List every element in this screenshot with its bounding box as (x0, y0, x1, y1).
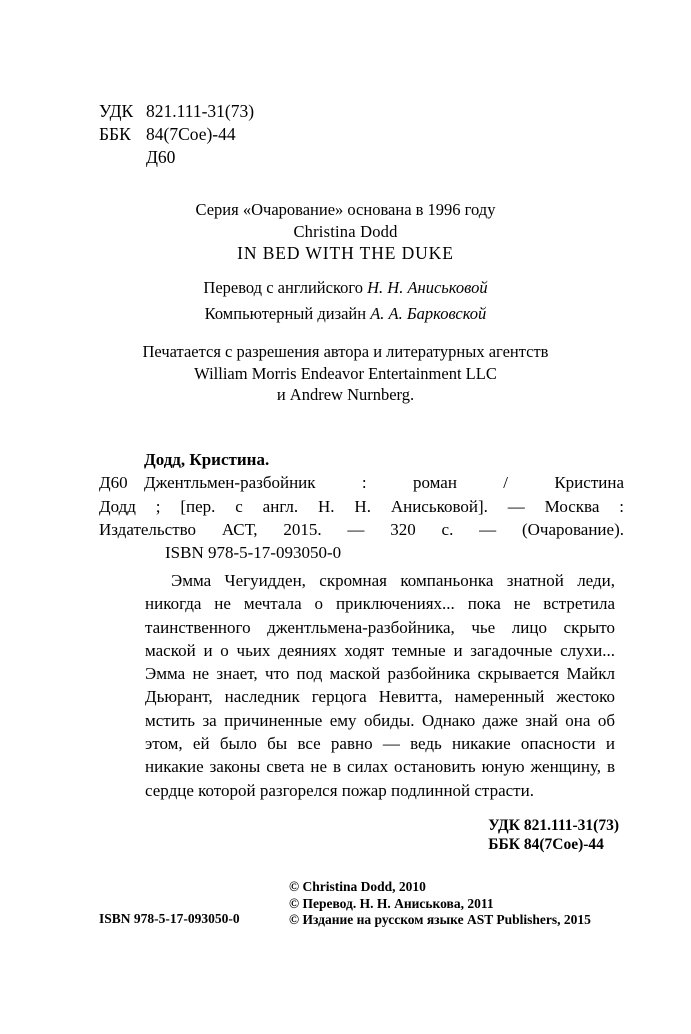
permissions-line-1: Печатается с разрешения автора и литературных агентств (142, 342, 549, 361)
udk-row (99, 100, 254, 123)
translator-name: Н. Н. Аниськовой (367, 278, 488, 297)
translation-prefix: Перевод с английского (203, 278, 368, 297)
udk-value: 821.111-31(73) (146, 101, 255, 121)
footer-rows (99, 879, 616, 929)
credits-block (0, 275, 691, 327)
bbk-repeat: ББК 84(7Сое)-44 (488, 835, 604, 853)
designer-name: А. А. Барковской (370, 304, 487, 323)
biblio-isbn: ISBN 978-5-17-093050-0 (165, 543, 342, 563)
classification-block (99, 100, 254, 169)
copyright-line-1: © Christina Dodd, 2010 (289, 879, 426, 894)
copyright-line-2: © Перевод. Н. Н. Аниськова, 2011 (289, 895, 494, 911)
bbk-row (99, 123, 254, 146)
copyright-lines (289, 879, 616, 929)
biblio-author-heading: Додд, Кристина. (144, 450, 270, 469)
copyright-line-3: © Издание на русском языке AST Publishers, 2015 (289, 912, 591, 927)
biblio-description (99, 471, 624, 541)
biblio-description-line-3: Издательство АСТ, 2015. — 320 с. — (Очарование). (99, 519, 624, 539)
biblio-description-line-2: Додд ; [пер. с англ. Н. Н. Аниськовой]. — Москва : (99, 496, 624, 516)
classification-repeat-block (488, 817, 619, 854)
udk-label: УДК (99, 101, 134, 121)
author-sigil: Д60 (146, 147, 176, 167)
design-credit (0, 301, 691, 327)
permissions-line-3: и Andrew Nurnberg. (276, 385, 415, 404)
bbk-value: 84(7Сое)-44 (146, 124, 236, 144)
bibliographic-record (99, 448, 624, 564)
biblio-description-line-1: Джентльмен-разбойник : роман / Кристина (144, 473, 624, 493)
author-sigil-row (99, 146, 254, 169)
permissions-block (0, 341, 691, 406)
footer-block (99, 879, 616, 929)
bbk-label: ББК (99, 124, 131, 144)
footer-isbn: ISBN 978-5-17-093050-0 (99, 911, 240, 926)
design-prefix: Компьютерный дизайн (204, 304, 371, 323)
series-line: Серия «Очарование» основана в 1996 году (195, 200, 496, 219)
biblio-sigil: Д60 (99, 473, 128, 493)
permissions-line-2: William Morris Endeavor Entertainment LLC (194, 363, 497, 383)
original-author: Christina Dodd (293, 221, 398, 241)
annotation-text: Эмма Чегуидден, скромная компаньонка знатной леди, никогда не мечтала о приключениях... пока не встретила таинственного джентльмена-разбойника, чье лицо скрыто маской и о чьих деяниях ходят темные и загадочные слухи... Эмма не знает, что под маской разбойника скрывается Майкл Дьюрант, наследник герцога Невитта, намеренный жестоко мстить за причиненные ему обиды. Однако даже знай она об этом, ей было бы все равно — ведь никакие опасности и никакие законы света не в силах остановить юную женщину, в сердце которой разгорелся пожар подлинной страсти. (145, 571, 615, 800)
original-title: IN BED WITH THE DUKE (237, 243, 454, 263)
biblio-body (99, 471, 624, 564)
translation-credit (0, 275, 691, 301)
series-block (0, 199, 691, 265)
udk-repeat: УДК 821.111-31(73) (488, 817, 619, 834)
